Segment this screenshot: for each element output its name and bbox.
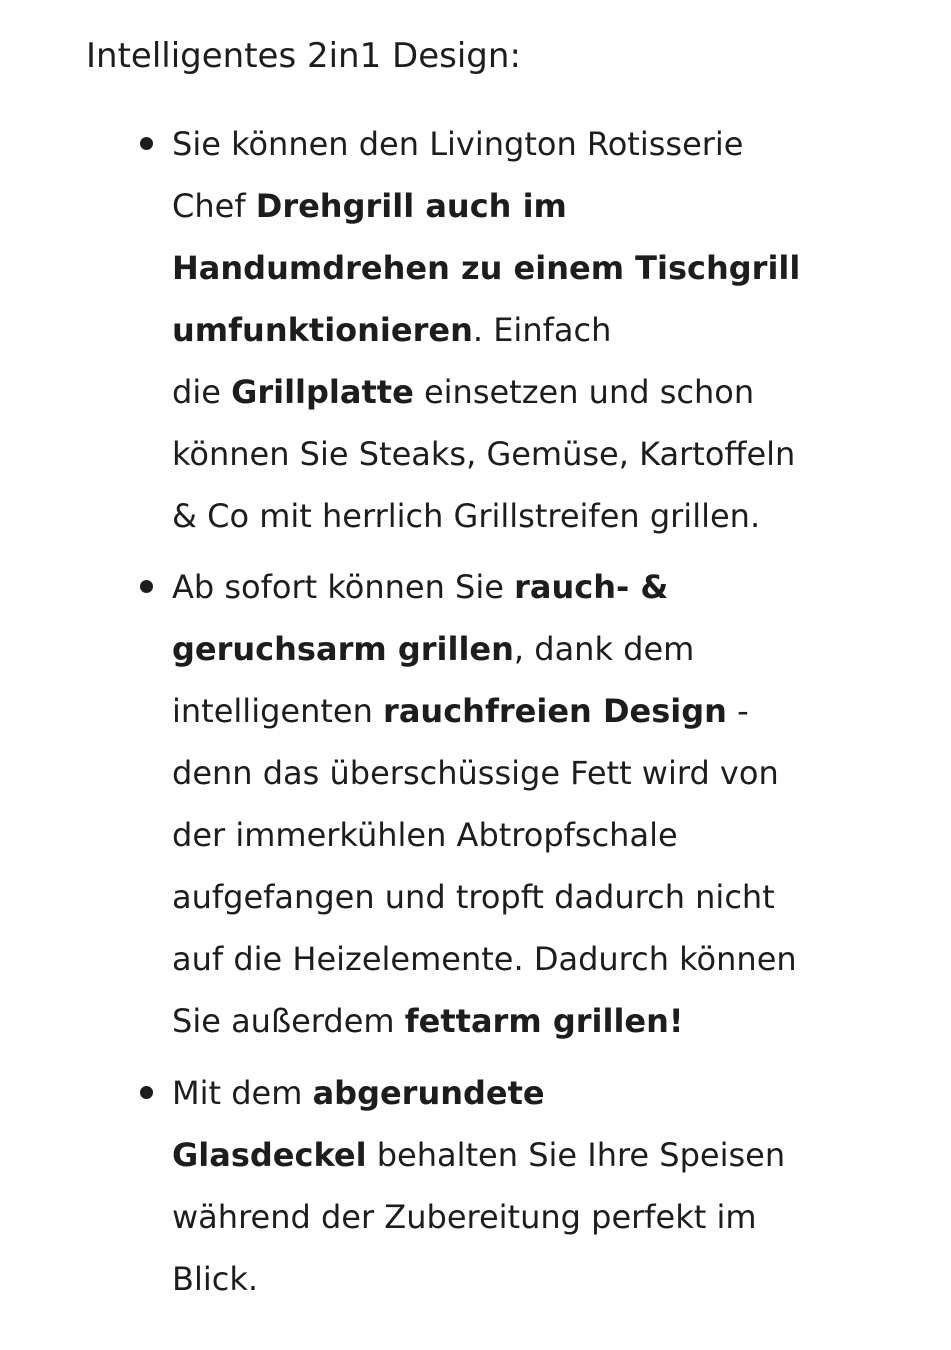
text-line — [172, 742, 932, 804]
text-run: denn das überschüssige Fett wird von — [172, 754, 779, 792]
bold-text-run: abgerundete — [312, 1074, 545, 1112]
text-run: Mit dem — [172, 1074, 313, 1112]
bold-text-run: Grillplatte — [231, 373, 414, 411]
text-line — [172, 175, 932, 237]
text-line — [172, 1062, 932, 1124]
text-line — [172, 361, 932, 423]
feature-item-glasdeckel — [172, 1062, 932, 1310]
text-line — [172, 1186, 932, 1248]
text-run: - — [726, 692, 749, 730]
text-run: Sie außerdem — [172, 1002, 405, 1040]
text-line — [172, 1248, 932, 1310]
text-run: intelligenten — [172, 692, 384, 730]
text-line — [172, 990, 932, 1052]
text-run: , dank dem — [513, 630, 695, 668]
bold-text-run: Handumdrehen zu einem Tischgrill — [172, 249, 801, 287]
text-run: auf die Heizelemente. Dadurch können — [172, 940, 797, 978]
bold-text-run: rauchfreien Design — [383, 692, 727, 730]
bold-text-run: fettarm grillen! — [404, 1002, 684, 1040]
feature-item-rauchfrei — [172, 556, 932, 1052]
bold-text-run: umfunktionieren — [172, 311, 473, 349]
bullet-icon — [140, 580, 153, 593]
text-run: Chef — [172, 187, 256, 225]
text-line — [172, 299, 932, 361]
text-run: können Sie Steaks, Gemüse, Kartoffeln — [172, 435, 796, 473]
bold-text-run: Drehgrill auch im — [255, 187, 567, 225]
text-line — [172, 237, 932, 299]
text-line — [172, 618, 932, 680]
text-run: behalten Sie Ihre Speisen — [366, 1136, 786, 1174]
section-heading: Intelligentes 2in1 Design: — [86, 36, 521, 76]
text-line — [172, 804, 932, 866]
text-run: Ab sofort können Sie — [172, 568, 515, 606]
bullet-icon — [140, 137, 153, 150]
text-line — [172, 928, 932, 990]
bold-text-run: geruchsarm grillen — [172, 630, 514, 668]
text-line — [172, 556, 932, 618]
text-run: aufgefangen und tropft dadurch nicht — [172, 878, 775, 916]
text-run: die — [172, 373, 232, 411]
feature-item-2in1-tischgrill — [172, 113, 932, 547]
text-run: Blick. — [172, 1260, 259, 1298]
text-run: Sie können den Livington Rotisserie — [172, 125, 744, 163]
text-run: während der Zubereitung perfekt im — [172, 1198, 757, 1236]
text-run: einsetzen und schon — [413, 373, 755, 411]
bold-text-run: rauch- & — [514, 568, 669, 606]
text-line — [172, 113, 932, 175]
text-line — [172, 423, 932, 485]
text-run: der immerkühlen Abtropfschale — [172, 816, 678, 854]
bullet-icon — [140, 1086, 153, 1099]
text-line — [172, 866, 932, 928]
text-run: & Co mit herrlich Grillstreifen grillen. — [172, 497, 761, 535]
bold-text-run: Glasdeckel — [172, 1136, 367, 1174]
text-line — [172, 680, 932, 742]
text-line — [172, 1124, 932, 1186]
text-line — [172, 485, 932, 547]
text-run: . Einfach — [472, 311, 612, 349]
